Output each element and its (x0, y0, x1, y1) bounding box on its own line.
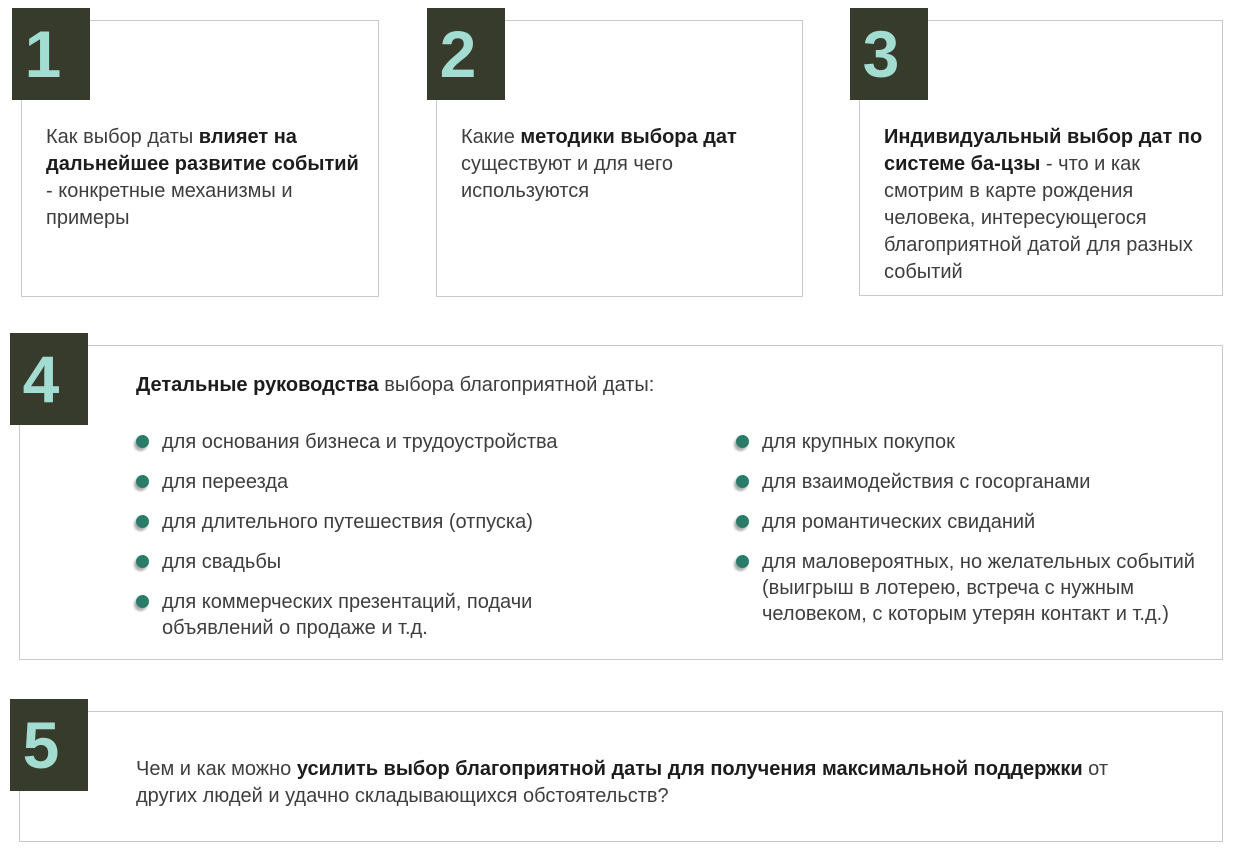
list-item-label: для взаимодействия с госорганами (762, 471, 1091, 493)
step-4-number: 4 (22, 342, 60, 416)
step-5-number: 5 (22, 708, 60, 782)
list-item (136, 509, 606, 535)
step-4-badge (10, 333, 88, 425)
guides-list-right (736, 429, 1206, 655)
list-item-label: для основания бизнеса и трудоустройства (162, 431, 558, 453)
bullet-dot-icon (136, 595, 149, 608)
list-item-label: для переезда (162, 471, 289, 493)
topic-2-text-post: существуют и для чего используются (461, 153, 673, 202)
topic-1-text-bold: влияет на дальнейшее развитие событий (46, 126, 359, 175)
list-item-label: для коммерческих презентаций, подачи объявлений о продаже и т.д. (162, 591, 533, 639)
topic-5-text-pre: Чем и как можно (136, 758, 297, 780)
list-item (736, 549, 1206, 627)
step-3-badge (850, 8, 928, 100)
list-item (736, 429, 1206, 455)
topic-5-text (20, 708, 1222, 810)
topic-card-2 (436, 17, 803, 297)
list-item (736, 509, 1206, 535)
guides-list-left (136, 429, 606, 655)
topic-card-1 (21, 17, 379, 297)
list-item (136, 589, 606, 641)
bullet-dot-icon (136, 435, 149, 448)
topic-3-text-post: - что и как смотрим в карте рождения человека, интересующегося благоприятной датой для разных событий (884, 153, 1193, 283)
step-1-number: 1 (24, 17, 62, 91)
list-item-label: для крупных покупок (762, 431, 955, 453)
step-2-badge (427, 8, 505, 100)
bullet-dot-icon (736, 515, 749, 528)
topic-1-text-post: - конкретные механизмы и примеры (46, 180, 293, 229)
topic-1-text-pre: Как выбор даты (46, 126, 199, 148)
guides-columns (136, 429, 1222, 655)
topic-card-5 (19, 708, 1223, 842)
bullet-dot-icon (736, 555, 749, 568)
list-item-label: для романтических свиданий (762, 511, 1036, 533)
guides-body (20, 342, 1222, 655)
list-item (736, 469, 1206, 495)
guides-heading (136, 372, 1222, 399)
topic-card-3 (859, 17, 1223, 296)
bullet-dot-icon (136, 475, 149, 488)
topic-card-4 (19, 342, 1223, 660)
bullet-dot-icon (136, 555, 149, 568)
list-item (136, 469, 606, 495)
list-item-label: для свадьбы (162, 551, 282, 573)
topic-3-text-bold: Индивидуальный выбор дат по системе ба-цзы (884, 126, 1203, 175)
guides-heading-bold: Детальные руководства (136, 374, 379, 396)
list-item (136, 549, 606, 575)
list-item-label: для маловероятных, но желательных событий (выигрыш в лотерею, встреча с нужным человеком, с которым утерян контакт и т.д.) (762, 551, 1195, 625)
step-1-badge (12, 8, 90, 100)
bullet-dot-icon (736, 475, 749, 488)
step-3-number: 3 (862, 17, 900, 91)
topic-2-text-pre: Какие (461, 126, 521, 148)
bullet-dot-icon (736, 435, 749, 448)
bullet-dot-icon (136, 515, 149, 528)
step-5-badge (10, 699, 88, 791)
step-2-number: 2 (439, 17, 477, 91)
topic-5-text-bold: усилить выбор благоприятной даты для получения максимальной поддержки (296, 758, 1083, 780)
topic-5-text-post: от других людей и удачно складывающихся обстоятельств? (136, 758, 1109, 807)
list-item-label: для длительного путешествия (отпуска) (162, 511, 533, 533)
guides-heading-rest: выбора благоприятной даты: (378, 374, 655, 396)
list-item (136, 429, 606, 455)
topic-2-text-bold: методики выбора дат (520, 126, 737, 148)
